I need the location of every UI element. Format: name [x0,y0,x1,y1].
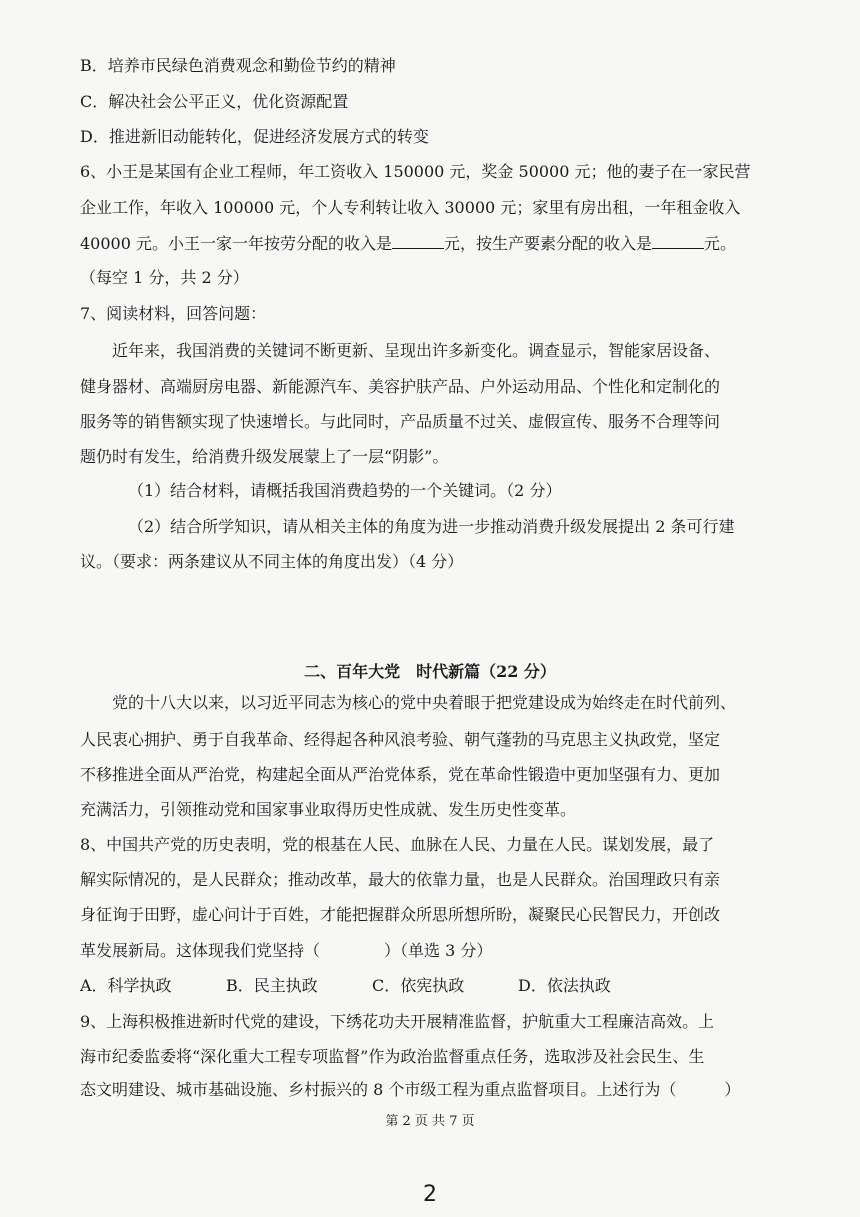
section-title: 二、百年大党 时代新篇（22 分） [304,662,556,681]
q7-sub2a: （2）结合所学知识，请从相关主体的角度为进一步推动消费升级发展提出 2 条可行建 [128,517,735,536]
q7-material-4: 题仍时有发生，给消费升级发展蒙上了一层“阴影”。 [80,447,449,466]
q7-material-1: 近年来，我国消费的关键词不断更新、呈现出许多新变化。调查显示，智能家居设备、 [112,341,721,360]
page-footer: 第 2 页 共 7 页 [385,1114,475,1129]
page-number: 2 [423,1182,437,1207]
q6-score: （每空 1 分，共 2 分） [80,268,249,287]
q7-sub2b: 议。（要求：两条建议从不同主体的角度出发）（4 分） [80,552,464,571]
q7-material-2: 健身器材、高端厨房电器、新能源汽车、美容护肤产品、户外运动用品、个性化和定制化的 [80,377,721,396]
q6-line3-a: 40000 元。小王一家一年按劳分配的收入是 [80,234,392,253]
q7-intro: 7、阅读材料，回答问题： [80,304,267,323]
section2-intro-2: 人民衷心拥护、勇于自我革命、经得起各种风浪考验、朝气蓬勃的马克思主义执政党，坚定 [80,730,721,749]
q6-line2: 企业工作，年收入 100000 元，个人专利转让收入 30000 元；家里有房出租，一年租金收入 [80,198,741,217]
section2-intro-3: 不移推进全面从严治党，构建起全面从严治党体系，党在革命性锻造中更加坚强有力、更加 [80,765,721,784]
q8-line2: 解实际情况的，是人民群众；推动改革，最大的依靠力量，也是人民群众。治国理政只有亲 [80,870,721,889]
q6-line1: 6、小王是某国有企业工程师，年工资收入 150000 元，奖金 50000 元；他的妻子在一家民营 [80,162,751,181]
q8-line1: 8、中国共产党的历史表明，党的根基在人民、血脉在人民、力量在人民。谋划发展，最了 [80,835,715,854]
q8-line3: 身征询于田野，虚心问计于百姓，才能把握群众所思所想所盼，凝聚民心民智民力，开创改 [80,905,721,924]
q6-line3-b: 元，按生产要素分配的收入是 [444,234,653,253]
option-c: C．解决社会公平正义，优化资源配置 [80,92,349,111]
q7-sub1: （1）结合材料，请概括我国消费趋势的一个关键词。（2 分） [128,481,562,500]
q7-material-3: 服务等的销售额实现了快速增长。与此同时，产品质量不过关、虚假宣传、服务不合理等问 [80,412,721,431]
q6-line3-c: 元。 [704,234,737,253]
q8-options [80,976,611,996]
q8-option-a[interactable]: A．科学执政 [80,976,172,995]
q8-line4: 革发展新局。这体现我们党坚持（ ）（单选 3 分） [80,941,493,960]
answer-blank-2[interactable] [652,234,704,249]
q8-option-d[interactable]: D．依法执政 [518,976,611,995]
q9-line1: 9、上海积极推进新时代党的建设，下绣花功夫开展精准监督，护航重大工程廉洁高效。上 [80,1012,715,1031]
q6-line3 [80,234,736,254]
q9-line2: 海市纪委监委将“深化重大工程专项监督”作为政治监督重点任务，选取涉及社会民生、生 [80,1047,705,1066]
q9-line3: 态文明建设、城市基础设施、乡村振兴的 8 个市级工程为重点监督项目。上述行为（ ） [80,1080,741,1099]
answer-blank-1[interactable] [392,234,444,249]
option-b: B．培养市民绿色消费观念和勤俭节约的精神 [80,56,396,75]
section2-intro-4: 充满活力，引领推动党和国家事业取得历史性成就、发生历史性变革。 [80,800,577,819]
q8-option-b[interactable]: B．民主执政 [226,976,318,995]
section2-intro-1: 党的十八大以来，以习近平同志为核心的党中央着眼于把党建设成为始终走在时代前列、 [112,693,737,712]
q8-option-c[interactable]: C．依宪执政 [372,976,465,995]
option-d: D．推进新旧动能转化，促进经济发展方式的转变 [80,127,429,146]
